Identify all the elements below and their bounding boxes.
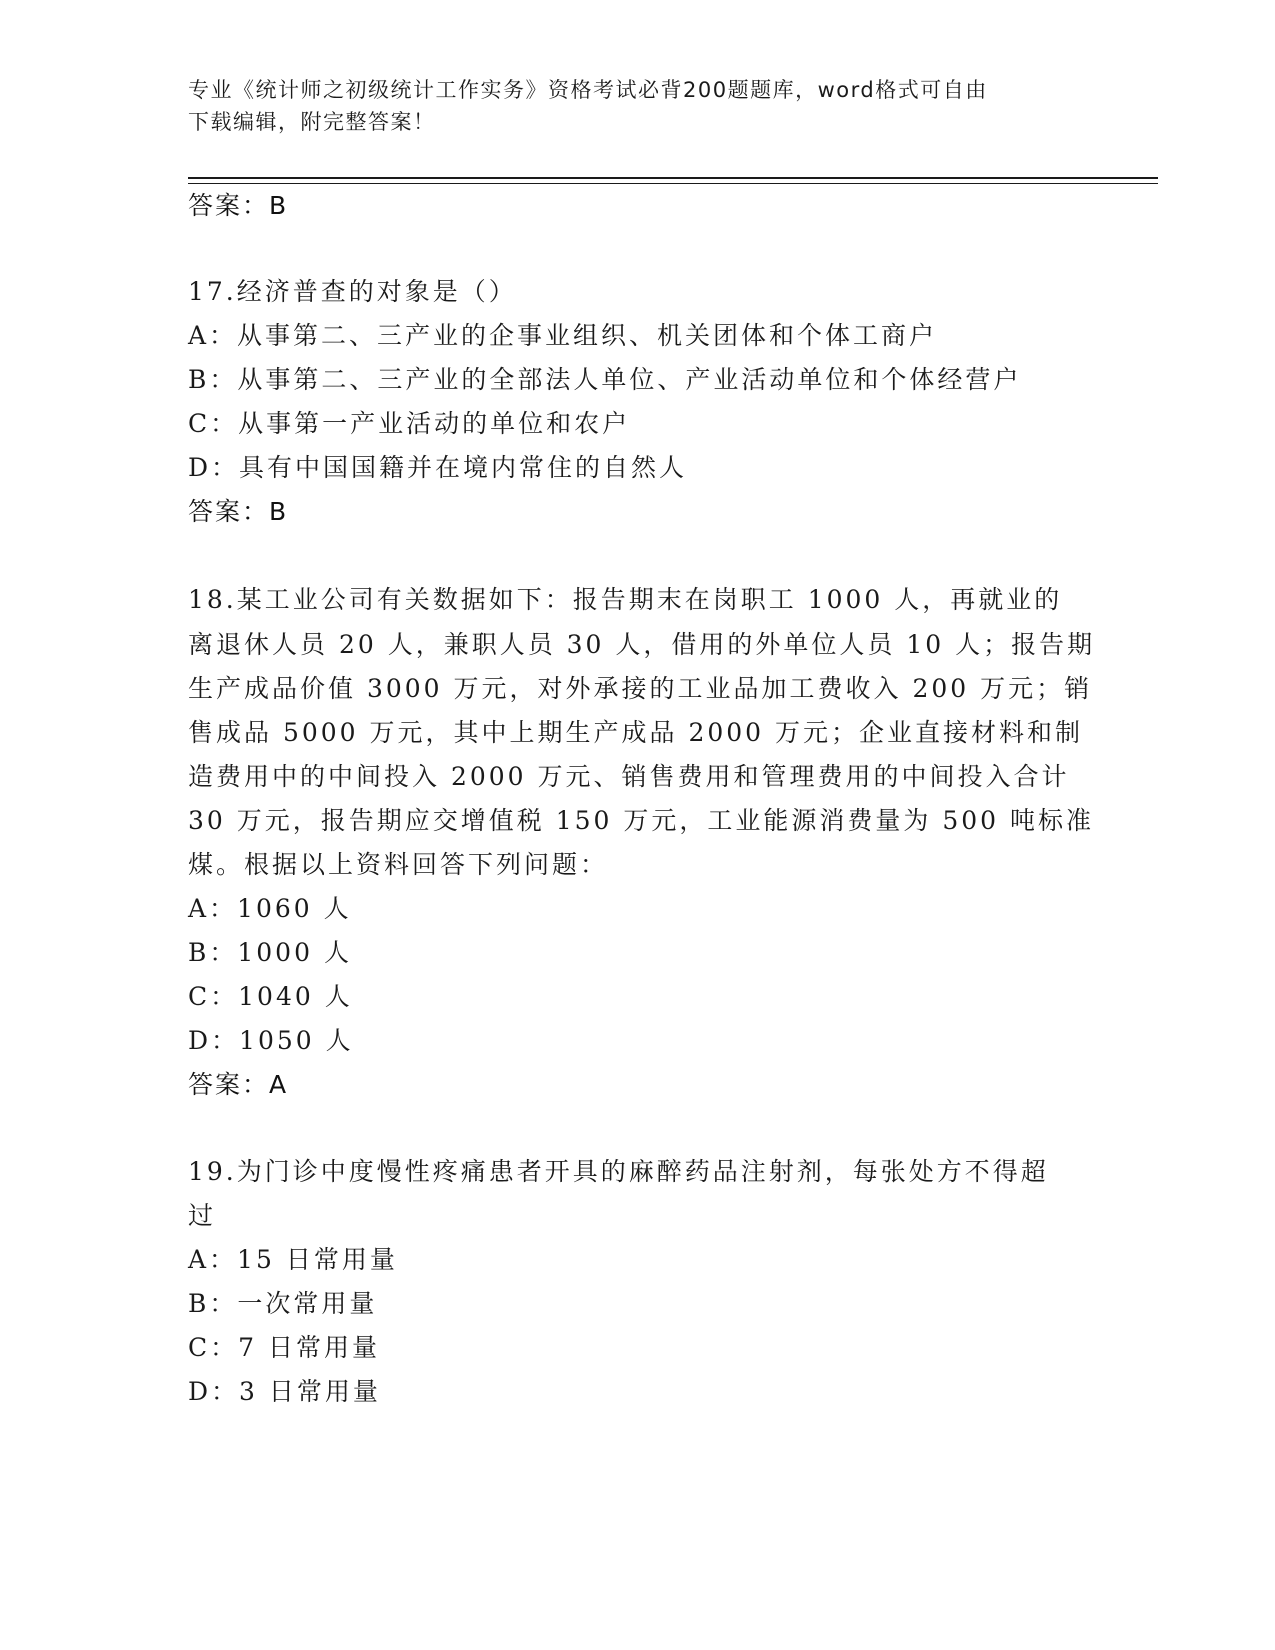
header-divider-thin — [188, 183, 1158, 184]
question-18-option-a: A：1060 人 — [188, 894, 352, 923]
header-line-2: 下载编辑，附完整答案！ — [188, 110, 436, 134]
question-17-text: 17.经济普查的对象是（） — [188, 277, 517, 306]
question-17-answer: 答案：B — [188, 497, 289, 526]
question-17-option-b: B：从事第二、三产业的全部法人单位、产业活动单位和个体经营户 — [188, 365, 1022, 394]
question-18-line-5: 造费用中的中间投入 2000 万元、销售费用和管理费用的中间投入合计 — [188, 762, 1070, 791]
question-17-option-c: C：从事第一产业活动的单位和农户 — [188, 409, 631, 438]
question-19-option-c: C：7 日常用量 — [188, 1333, 380, 1362]
question-18-line-2: 离退休人员 20 人，兼职人员 30 人，借用的外单位人员 10 人；报告期 — [188, 630, 1096, 659]
question-18-option-d: D：1050 人 — [188, 1026, 354, 1055]
question-19-option-d: D：3 日常用量 — [188, 1377, 381, 1406]
question-18-line-4: 售成品 5000 万元，其中上期生产成品 2000 万元；企业直接材料和制 — [188, 718, 1084, 747]
question-19-line-2: 过 — [188, 1201, 217, 1230]
question-18-option-b: B：1000 人 — [188, 938, 352, 967]
question-18-line-6: 30 万元，报告期应交增值税 150 万元，工业能源消费量为 500 吨标准 — [188, 806, 1094, 835]
question-17-option-d: D：具有中国国籍并在境内常住的自然人 — [188, 453, 688, 482]
question-18-line-7: 煤。根据以上资料回答下列问题： — [188, 850, 609, 879]
question-18-line-3: 生产成品价值 3000 万元，对外承接的工业品加工费收入 200 万元；销 — [188, 674, 1093, 703]
question-19-option-b: B：一次常用量 — [188, 1289, 378, 1318]
question-17-option-a: A：从事第二、三产业的企事业组织、机关团体和个体工商户 — [188, 321, 938, 350]
document-header — [188, 74, 1068, 138]
header-divider-thick — [188, 177, 1158, 179]
question-18-answer: 答案：A — [188, 1070, 289, 1099]
header-line-1: 专业《统计师之初级统计工作实务》资格考试必背200题题库，word格式可自由 — [188, 78, 988, 102]
question-18-option-c: C：1040 人 — [188, 982, 353, 1011]
question-18-line-1: 18.某工业公司有关数据如下：报告期末在岗职工 1000 人，再就业的 — [188, 585, 1063, 614]
question-19-option-a: A：15 日常用量 — [188, 1245, 398, 1274]
question-19-line-1: 19.为门诊中度慢性疼痛患者开具的麻醉药品注射剂，每张处方不得超 — [188, 1157, 1049, 1186]
previous-answer: 答案：B — [188, 191, 289, 220]
